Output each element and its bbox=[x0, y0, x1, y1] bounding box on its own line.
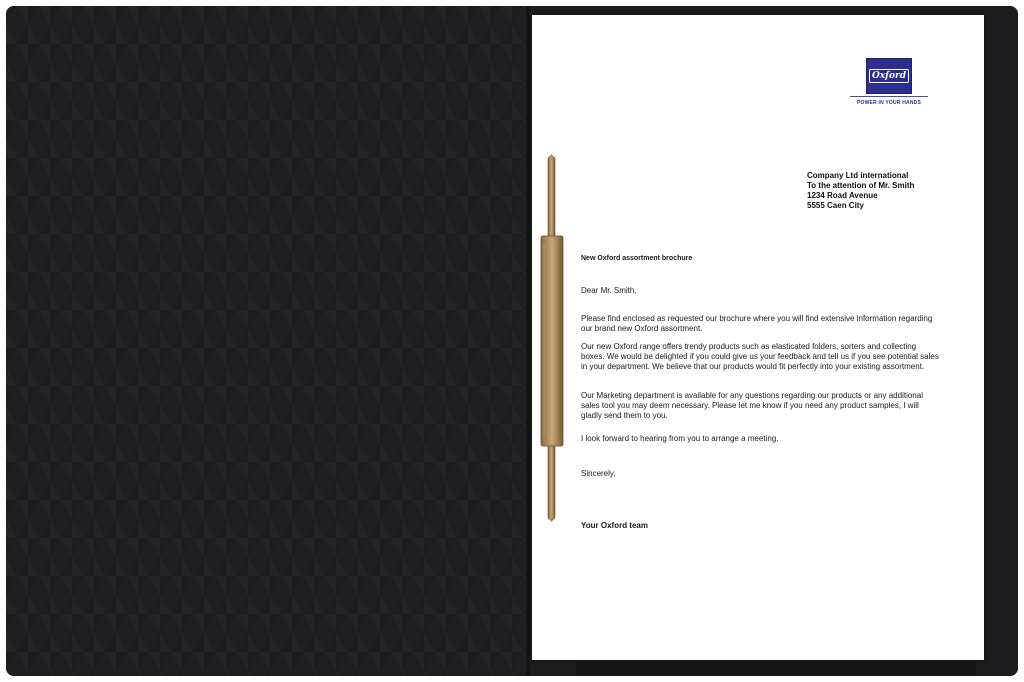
metal-fastener-icon bbox=[540, 154, 564, 522]
letter-paragraph: Our new Oxford range offers trendy products such as elasticated folders, sorters and collecting boxes. We would be delighted if you could give us your feedback and tell us if you see potential sales in your department. We believe that our products would fit perfectly into your existing assortment. bbox=[581, 342, 939, 371]
letter-closing: Sincerely, bbox=[581, 469, 616, 478]
logo-tagline: POWER IN YOUR HANDS bbox=[857, 100, 921, 106]
logo-divider bbox=[850, 96, 928, 97]
recipient-attention: To the attention of Mr. Smith bbox=[807, 181, 915, 190]
logo-text: Oxford bbox=[869, 69, 909, 83]
recipient-city: 5555 Caen City bbox=[807, 201, 864, 210]
oxford-logo bbox=[866, 58, 912, 94]
letter-paragraph: Our Marketing department is available for any questions regarding our products or any additional sales tool you may deem necessary. Please let me know if you need any product samples, I will gladly send them to you. bbox=[581, 391, 923, 420]
letter-sheet bbox=[532, 15, 984, 660]
letter-greeting: Dear Mr. Smith, bbox=[581, 286, 637, 295]
letter-paragraph: Please find enclosed as requested our brochure where you will find extensive information regarding our brand new Oxford assortment. bbox=[581, 314, 933, 333]
recipient-street: 1234 Road Avenue bbox=[807, 191, 878, 200]
recipient-address bbox=[807, 171, 914, 211]
letter-signature: Your Oxford team bbox=[581, 521, 648, 530]
letter-paragraph: I look forward to hearing from you to arrange a meeting. bbox=[581, 434, 779, 443]
recipient-company: Company Ltd international bbox=[807, 171, 909, 180]
folder-left-cover bbox=[6, 6, 528, 676]
letter-subject: New Oxford assortment brochure bbox=[581, 255, 693, 262]
